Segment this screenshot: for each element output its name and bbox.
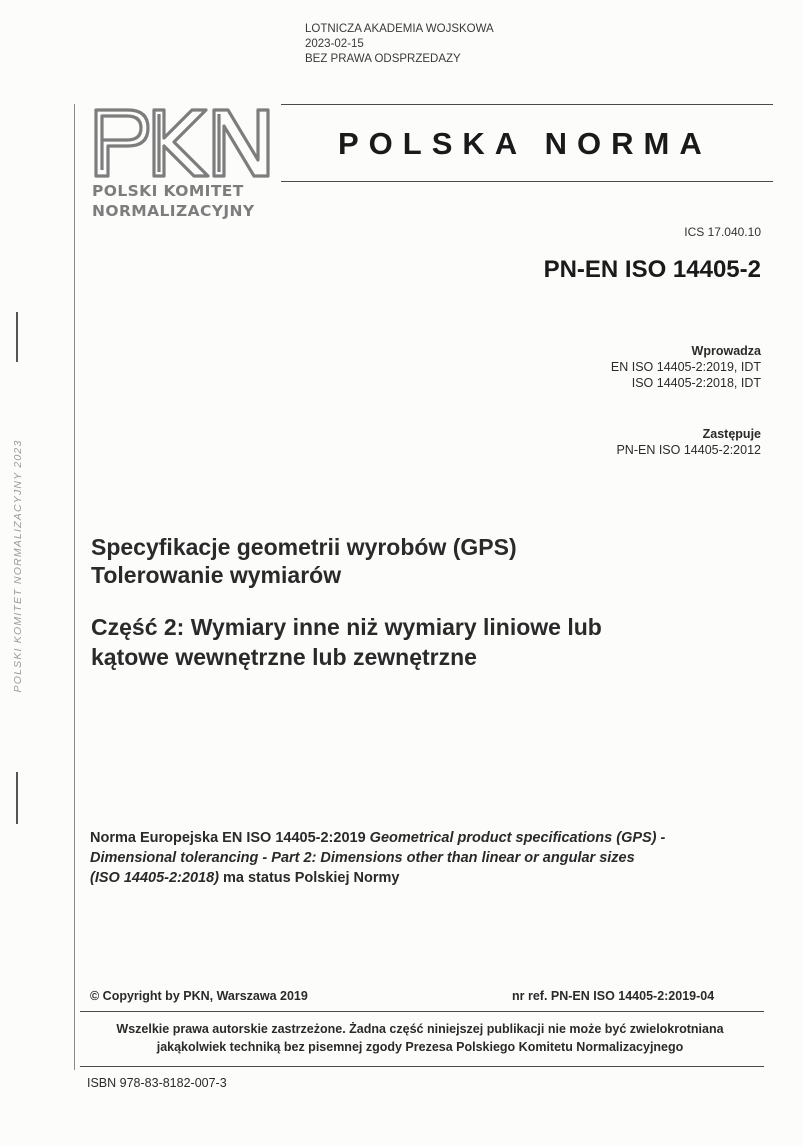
- frame-left-rule: [74, 104, 75, 1070]
- logo-text-line-2: NORMALIZACYJNY: [92, 202, 255, 220]
- watermark-line-3: BEZ PRAWA ODSPRZEDAZY: [305, 53, 461, 65]
- european-norm-statement: [90, 828, 770, 888]
- watermark-line-1: LOTNICZA AKADEMIA WOJSKOWA: [305, 23, 494, 35]
- introduces-block: [611, 343, 761, 391]
- rights-notice: [80, 1020, 760, 1056]
- introduces-item-1: EN ISO 14405-2:2019, IDT: [610, 360, 761, 374]
- reference-number: nr ref. PN-EN ISO 14405-2:2019-04: [512, 989, 715, 1003]
- main-title-line-1: Specyfikacje geometrii wyrobów (GPS): [91, 534, 517, 560]
- standard-number: PN-EN ISO 14405-2: [543, 256, 761, 283]
- replaces-item-1: PN-EN ISO 14405-2:2012: [616, 443, 761, 457]
- footer-rule-top: [80, 1011, 764, 1012]
- copyright: © Copyright by PKN, Warszawa 2019: [90, 989, 308, 1003]
- norm-english-title-2: Dimensional tolerancing - Part 2: Dimensions other than linear or angular sizes: [90, 850, 635, 866]
- introduces-heading: Wprowadza: [691, 344, 761, 358]
- norm-english-title-1: Geometrical product specifications (GPS) -: [369, 830, 666, 846]
- introduces-item-2: ISO 14405-2:2018, IDT: [631, 376, 761, 390]
- main-title: [91, 533, 517, 589]
- norm-english-title-3: (ISO 14405-2:2018): [90, 870, 219, 886]
- part-title-line-1: Część 2: Wymiary inne niż wymiary liniowe lub: [91, 614, 602, 640]
- ics-code: ICS 17.040.10: [684, 225, 761, 239]
- norm-suffix: ma status Polskiej Normy: [223, 870, 400, 886]
- isbn: ISBN 978-83-8182-007-3: [87, 1076, 227, 1090]
- footer-rule-bottom: [80, 1066, 764, 1067]
- scan-mark-bottom: [16, 772, 18, 824]
- pkn-logo-mark: [92, 106, 272, 178]
- part-title-line-2: kątowe wewnętrzne lub zewnętrzne: [91, 644, 477, 670]
- rights-line-1: Wszelkie prawa autorskie zastrzeżone. Żadna część niniejszej publikacji nie może być zwielokrotniana: [116, 1022, 724, 1036]
- logo-text-line-1: POLSKI KOMITET: [92, 182, 244, 200]
- scan-mark-top: [16, 312, 18, 362]
- replaces-heading: Zastępuje: [702, 427, 761, 441]
- header-bottom-rule: [281, 181, 773, 182]
- header-top-rule: [281, 104, 773, 105]
- norm-prefix: Norma Europejska EN ISO 14405-2:2019: [90, 830, 366, 846]
- part-title: [91, 612, 602, 672]
- side-text: POLSKI KOMITET NORMALIZACYJNY 2023: [12, 439, 24, 693]
- document-type-title: POLSKA NORMA: [338, 126, 712, 161]
- watermark-line-2: 2023-02-15: [305, 38, 364, 50]
- main-title-line-2: Tolerowanie wymiarów: [91, 562, 342, 588]
- rights-line-2: jakąkolwiek techniką bez pisemnej zgody Prezesa Polskiego Komitetu Normalizacyjnego: [156, 1040, 684, 1054]
- replaces-block: [616, 426, 761, 458]
- watermark: [305, 22, 494, 67]
